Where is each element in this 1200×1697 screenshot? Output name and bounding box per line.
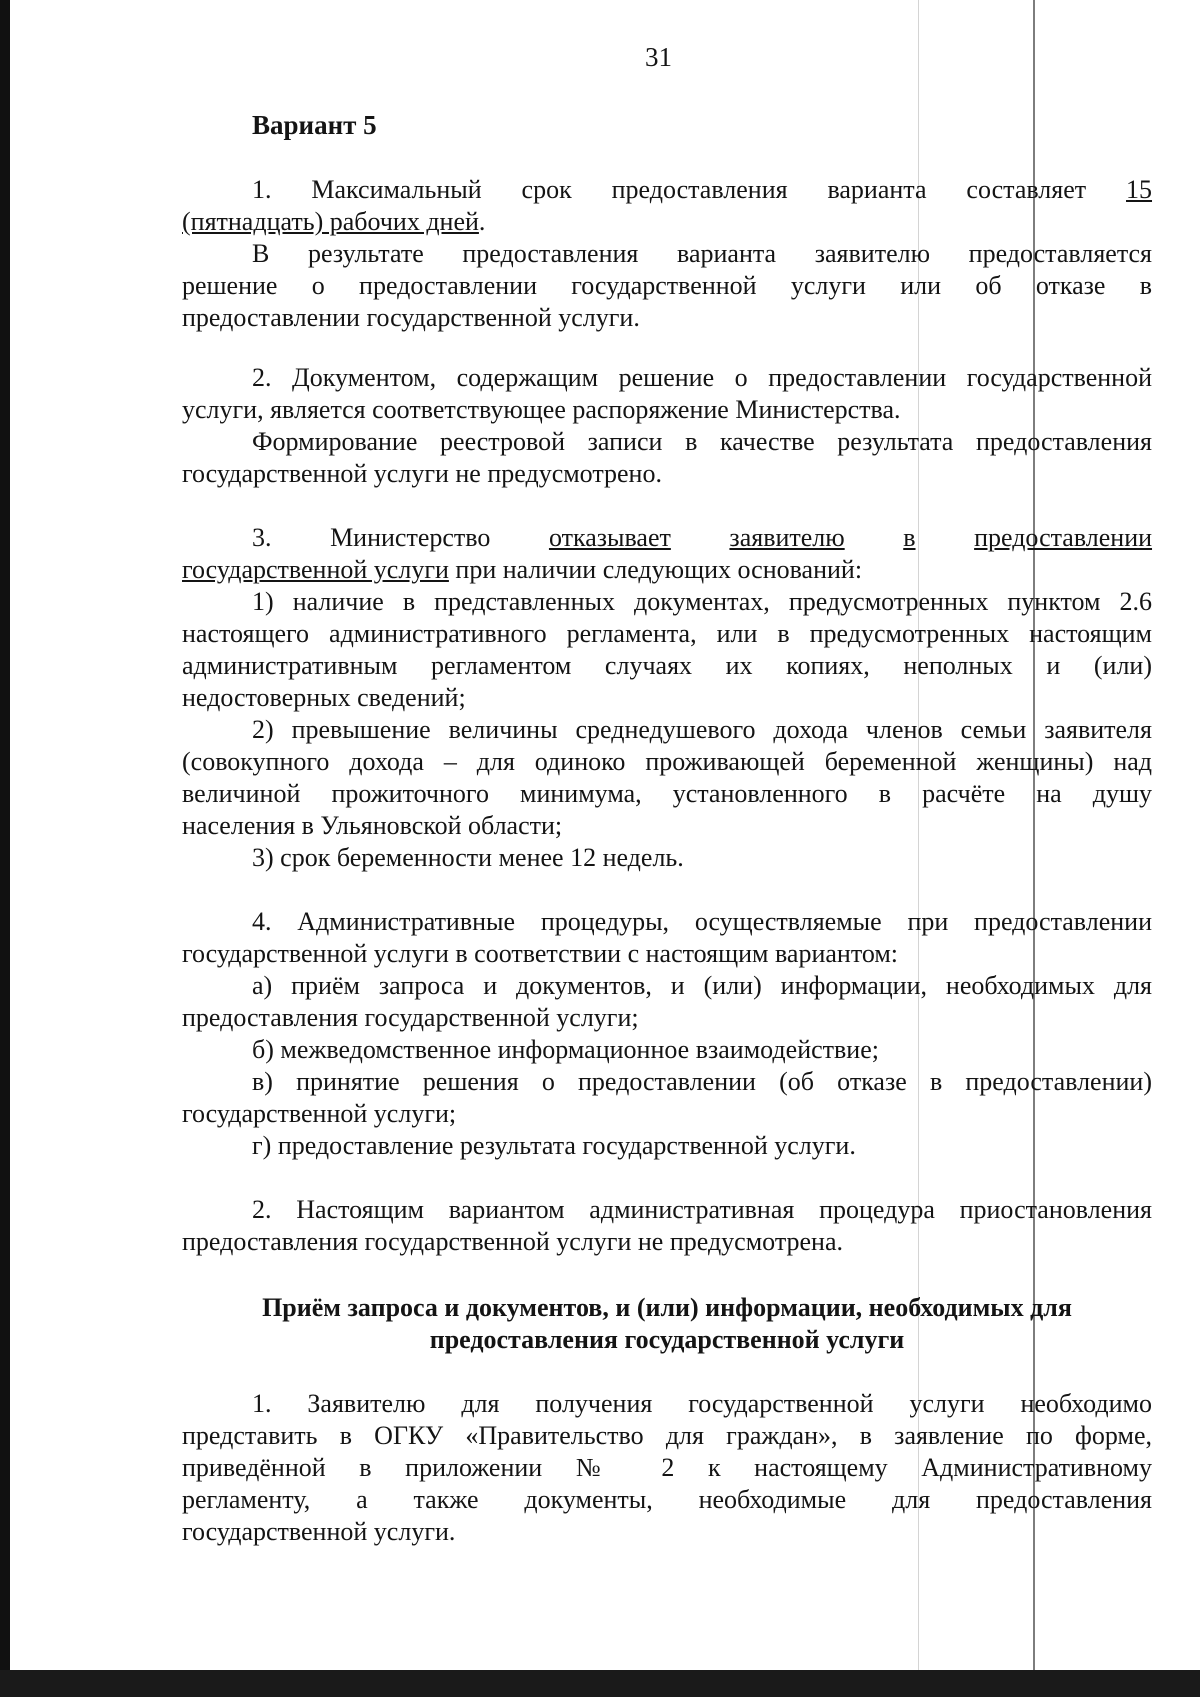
paragraph-line: государственной услуги в соответствии с настоящим вариантом: bbox=[182, 939, 899, 968]
section-title: Приём запроса и документов, и (или) информации, необходимых для bbox=[262, 1293, 1072, 1322]
paragraph-line: приведённой в приложении № 2 к настоящему Административному bbox=[182, 1453, 1152, 1482]
paragraph-line: 2) превышение величины среднедушевого дохода членов семьи заявителя bbox=[252, 715, 1152, 744]
paragraph-line: величиной прожиточного минимума, установленного в расчёте на душу bbox=[182, 779, 1152, 808]
paragraph-line: услуги, является соответствующее распоряжение Министерства. bbox=[182, 395, 901, 424]
paragraph-line: предоставления государственной услуги не предусмотрена. bbox=[182, 1227, 843, 1256]
paragraph-line: предоставления государственной услуги; bbox=[182, 1003, 639, 1032]
section-title: предоставления государственной услуги bbox=[429, 1325, 905, 1354]
paragraph-line: 1) наличие в представленных документах, предусмотренных пунктом 2.6 bbox=[252, 587, 1152, 616]
paragraph-line bbox=[182, 206, 1152, 238]
underlined-text: в bbox=[903, 523, 916, 552]
item-number: 1. bbox=[252, 175, 272, 204]
paragraph-line: решение о предоставлении государственной услуги или об отказе в bbox=[182, 271, 1152, 300]
paragraph-line: представить в ОГКУ «Правительство для граждан», в заявление по форме, bbox=[182, 1421, 1152, 1450]
paragraph-line: предоставлении государственной услуги. bbox=[182, 303, 640, 332]
paragraph-line: государственной услуги; bbox=[182, 1099, 457, 1128]
underlined-text: заявителю bbox=[729, 523, 845, 552]
paragraph-text: при наличии следующих оснований: bbox=[448, 555, 863, 584]
underlined-text: государственной услуги bbox=[182, 555, 449, 584]
paragraph-line: 2. Документом, содержащим решение о предоставлении государственной bbox=[252, 363, 1152, 392]
paragraph-text: Максимальный срок предоставления варианта составляет bbox=[311, 175, 1087, 204]
variant-heading: Вариант 5 bbox=[252, 110, 377, 140]
paragraph-line: административным регламентом случаях их копиях, неполных и (или) bbox=[182, 651, 1152, 680]
paragraph-line: населения в Ульяновской области; bbox=[182, 811, 563, 840]
paragraph-line: 1. Заявителю для получения государственной услуги необходимо bbox=[252, 1389, 1152, 1418]
paragraph-line: настоящего административного регламента, или в предусмотренных настоящим bbox=[182, 619, 1152, 648]
paragraph-line: б) межведомственное информационное взаимодействие; bbox=[252, 1035, 879, 1064]
scan-border-left bbox=[0, 0, 10, 1697]
underlined-text: предоставлении bbox=[974, 523, 1153, 552]
paragraph-line: государственной услуги. bbox=[182, 1517, 456, 1546]
paragraph-line: государственной услуги не предусмотрено. bbox=[182, 459, 662, 488]
paragraph-line: недостоверных сведений; bbox=[182, 683, 466, 712]
paragraph-line: 4. Административные процедуры, осуществляемые при предоставлении bbox=[252, 907, 1152, 936]
paragraph-text: Министерство bbox=[330, 523, 491, 552]
paragraph-line: 2. Настоящим вариантом административная процедура приостановления bbox=[252, 1195, 1152, 1224]
paragraph-line: (совокупного дохода – для одиноко проживающей беременной женщины) над bbox=[182, 747, 1152, 776]
paragraph-line: 3) срок беременности менее 12 недель. bbox=[252, 843, 684, 872]
underlined-text: (пятнадцать) рабочих дней bbox=[182, 207, 479, 236]
underlined-text: отказывает bbox=[548, 523, 671, 552]
paragraph-line: г) предоставление результата государственной услуги. bbox=[252, 1131, 856, 1160]
underlined-text: 15 bbox=[1126, 175, 1153, 204]
paragraph-line: в) принятие решения о предоставлении (об отказе в предоставлении) bbox=[252, 1067, 1152, 1096]
paragraph-text: . bbox=[478, 207, 486, 236]
paragraph-line: регламенту, а также документы, необходимые для предоставления bbox=[182, 1485, 1152, 1514]
paragraph-line: Формирование реестровой записи в качестве результата предоставления bbox=[252, 427, 1152, 456]
paragraph-line bbox=[252, 174, 1152, 206]
page-number: 31 bbox=[645, 42, 672, 72]
paragraph-line: В результате предоставления варианта заявителю предоставляется bbox=[252, 239, 1152, 268]
paragraph-line bbox=[182, 554, 1152, 586]
paragraph-line: а) приём запроса и документов, и (или) информации, необходимых для bbox=[252, 971, 1152, 1000]
scan-border-bottom bbox=[0, 1670, 1200, 1697]
item-number: 3. bbox=[252, 523, 272, 552]
paragraph-line bbox=[252, 522, 1152, 554]
